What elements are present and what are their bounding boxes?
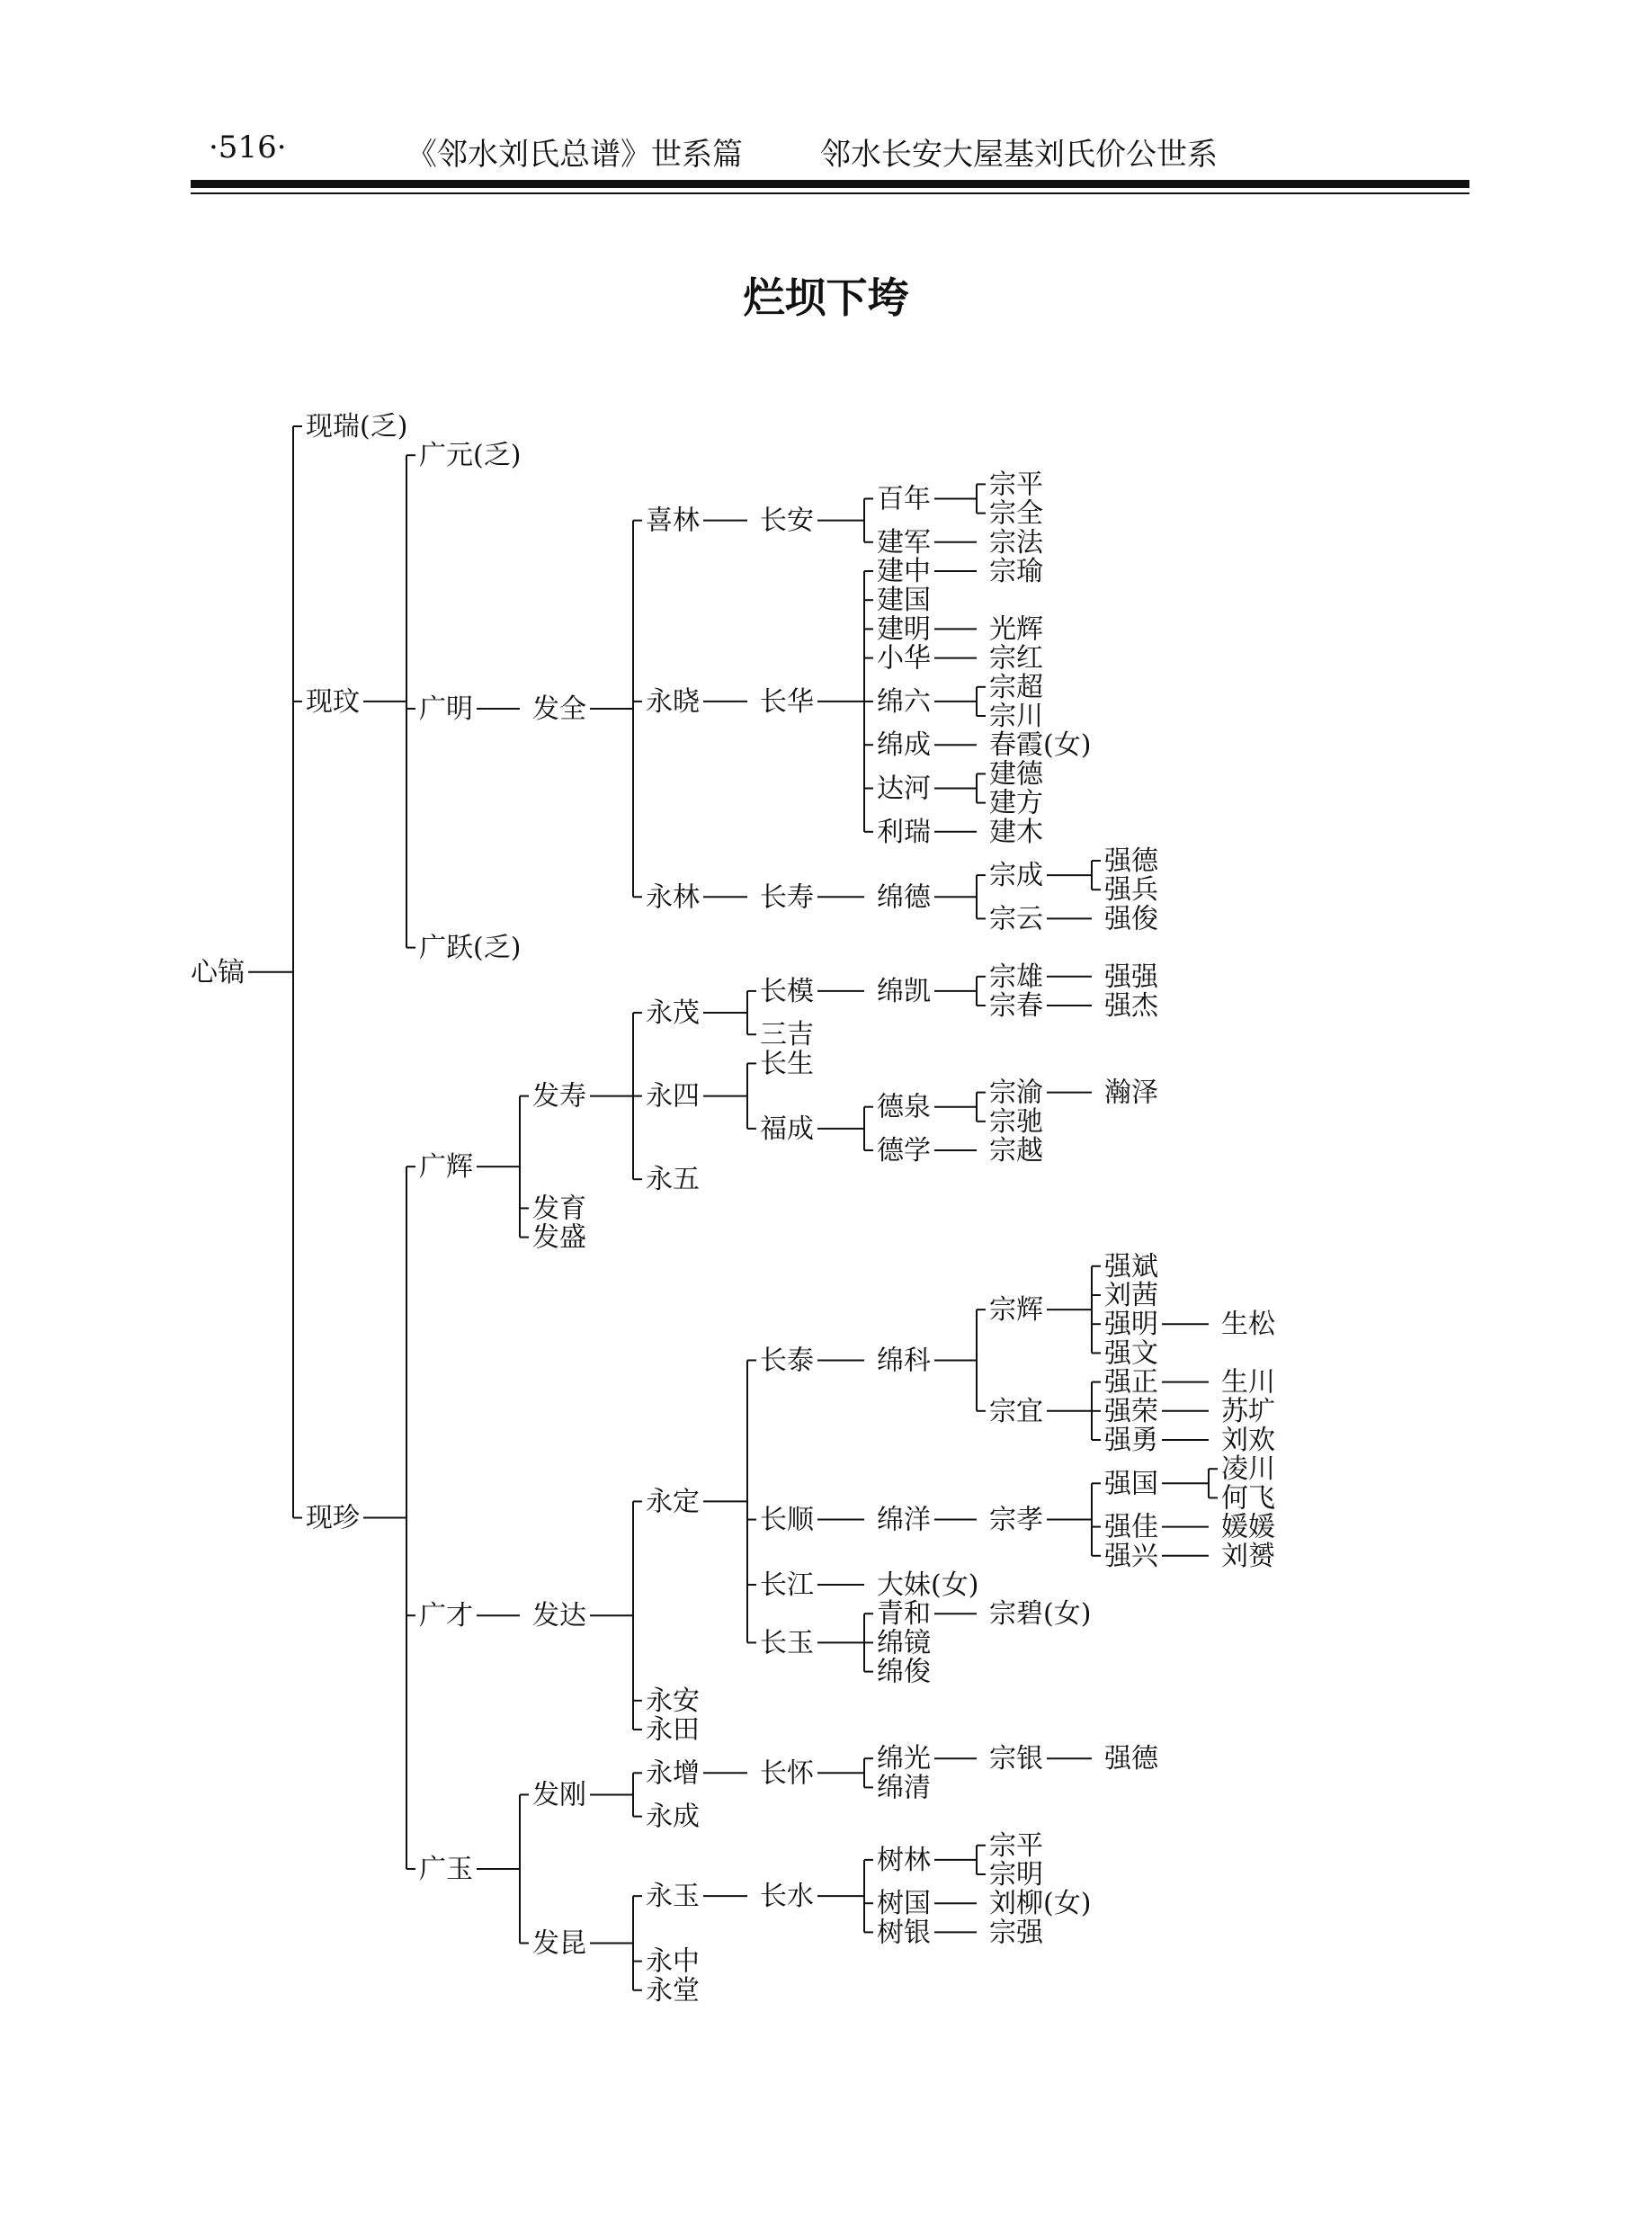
person-name: 心镐: [191, 956, 245, 988]
person-name: 广玉: [419, 1853, 473, 1885]
person-name: 强斌: [1104, 1250, 1158, 1283]
person-name: 宗全: [989, 497, 1043, 530]
person-name: 现玟: [306, 685, 360, 718]
person-name: 宗平: [989, 469, 1043, 501]
person-name: 长生: [760, 1048, 814, 1080]
person-name: 宗超: [989, 671, 1043, 703]
person-name: 强正: [1104, 1366, 1158, 1399]
person-name: 宗红: [989, 642, 1043, 675]
person-name: 发寿: [532, 1080, 586, 1113]
person-name: 长华: [760, 685, 814, 718]
person-name: 广跃(乏): [419, 932, 522, 964]
person-name: 宗渝: [989, 1077, 1043, 1109]
person-name: 大妹(女): [877, 1569, 979, 1601]
person-name: 宗碧(女): [989, 1598, 1092, 1631]
person-name: 宗强: [989, 1917, 1043, 1949]
person-name: 长安: [760, 505, 814, 537]
person-name: 强兵: [1104, 874, 1158, 907]
person-name: 瀚泽: [1104, 1077, 1158, 1109]
person-name: 生川: [1221, 1366, 1275, 1399]
person-name: 建军: [877, 526, 931, 559]
person-name: 宗辉: [989, 1294, 1043, 1327]
person-name: 永四: [646, 1080, 700, 1113]
person-name: 强荣: [1104, 1395, 1158, 1427]
person-name: 长泰: [760, 1345, 814, 1377]
person-name: 绵俊: [877, 1656, 931, 1688]
person-name: 光辉: [989, 613, 1043, 646]
person-name: 永成: [646, 1801, 700, 1833]
person-name: 发刚: [532, 1779, 586, 1811]
page-number: ·516·: [209, 130, 287, 165]
person-name: 宗宜: [989, 1395, 1043, 1427]
person-name: 强俊: [1104, 903, 1158, 935]
person-name: 绵六: [877, 685, 931, 718]
person-name: 宗法: [989, 526, 1043, 559]
person-name: 现珍: [306, 1502, 360, 1534]
person-name: 凌川: [1221, 1453, 1275, 1486]
person-name: 永林: [646, 881, 700, 914]
person-name: 生松: [1221, 1309, 1275, 1341]
person-name: 永晓: [646, 685, 700, 718]
person-name: 利瑞: [877, 816, 931, 848]
person-name: 绵科: [877, 1345, 931, 1377]
person-name: 刘欢: [1221, 1425, 1275, 1456]
person-name: 宗明: [989, 1859, 1043, 1891]
person-name: 永玉: [646, 1881, 700, 1913]
person-name: 宗越: [989, 1135, 1043, 1167]
person-name: 长顺: [760, 1504, 814, 1536]
person-name: 绵凯: [877, 975, 931, 1007]
person-name: 刘赟: [1221, 1540, 1275, 1572]
person-name: 建方: [989, 787, 1043, 819]
person-name: 长模: [760, 975, 814, 1007]
person-name: 树国: [877, 1888, 931, 1920]
person-name: 长水: [760, 1881, 814, 1913]
person-name: 宗春: [989, 990, 1043, 1022]
section-title: 邻水长安大屋基刘氏价公世系: [820, 137, 1218, 173]
person-name: 何飞: [1221, 1482, 1275, 1515]
person-name: 发昆: [532, 1927, 586, 1960]
person-name: 宗平: [989, 1829, 1043, 1862]
person-name: 宗雄: [989, 961, 1043, 993]
person-name: 广辉: [419, 1151, 473, 1184]
person-name: 永定: [646, 1486, 700, 1518]
person-name: 宗孝: [989, 1504, 1043, 1536]
person-name: 绵洋: [877, 1504, 931, 1536]
person-name: 永增: [646, 1757, 700, 1790]
person-name: 树林: [877, 1844, 931, 1876]
person-name: 宗银: [989, 1743, 1043, 1775]
person-name: 强兴: [1104, 1540, 1158, 1572]
person-name: 发育: [532, 1193, 586, 1225]
person-name: 强德: [1104, 1743, 1158, 1775]
person-name: 永五: [646, 1164, 700, 1196]
person-name: 广元(乏): [419, 440, 522, 472]
person-name: 宗驰: [989, 1105, 1043, 1138]
page-title: 烂坝下垮: [743, 273, 909, 322]
person-name: 强佳: [1104, 1511, 1158, 1543]
person-name: 春霞(女): [989, 729, 1092, 762]
person-name: 建明: [877, 613, 931, 646]
person-name: 达河: [877, 773, 931, 805]
person-name: 建德: [989, 758, 1043, 791]
person-name: 苏圹: [1221, 1395, 1275, 1427]
person-name: 建中: [877, 556, 931, 587]
person-name: 绵成: [877, 729, 931, 762]
person-name: 永堂: [646, 1974, 700, 2007]
person-name: 喜林: [646, 505, 700, 537]
person-name: 永田: [646, 1714, 700, 1746]
person-name: 永安: [646, 1685, 700, 1717]
person-name: 发全: [532, 693, 586, 725]
person-name: 福成: [760, 1113, 814, 1145]
person-name: 德泉: [877, 1091, 931, 1123]
person-name: 广明: [419, 693, 473, 725]
person-name: 永茂: [646, 997, 700, 1030]
person-name: 发盛: [532, 1221, 586, 1254]
person-name: 绵清: [877, 1772, 931, 1804]
book-title: 《邻水刘氏总谱》世系篇: [406, 137, 743, 173]
person-name: 青和: [877, 1598, 931, 1631]
person-name: 绵光: [877, 1743, 931, 1775]
person-name: 宗瑜: [989, 556, 1043, 587]
person-name: 长江: [760, 1569, 814, 1601]
person-name: 刘茜: [1104, 1280, 1158, 1311]
person-name: 树银: [877, 1917, 931, 1949]
person-name: 现瑞(乏): [306, 411, 408, 443]
person-name: 刘柳(女): [989, 1888, 1092, 1920]
person-name: 小华: [877, 642, 931, 675]
person-name: 宗川: [989, 701, 1043, 732]
person-name: 百年: [877, 483, 931, 515]
person-name: 强国: [1104, 1468, 1158, 1500]
person-name: 建木: [989, 816, 1043, 848]
person-name: 强杰: [1104, 990, 1158, 1022]
person-name: 德学: [877, 1135, 931, 1167]
person-name: 宗成: [989, 860, 1043, 892]
person-name: 三吉: [760, 1019, 814, 1051]
person-name: 建国: [877, 585, 931, 617]
person-name: 广才: [419, 1600, 473, 1632]
person-name: 强文: [1104, 1337, 1158, 1370]
person-name: 强勇: [1104, 1425, 1158, 1456]
person-name: 绵德: [877, 881, 931, 914]
person-name: 绵镜: [877, 1627, 931, 1659]
person-name: 强强: [1104, 961, 1158, 993]
person-name: 强明: [1104, 1309, 1158, 1341]
person-name: 长怀: [760, 1757, 814, 1790]
person-name: 强德: [1104, 845, 1158, 877]
person-name: 宗云: [989, 903, 1043, 935]
person-name: 发达: [532, 1600, 586, 1632]
person-name: 长寿: [760, 881, 814, 914]
person-name: 永中: [646, 1945, 700, 1978]
person-name: 长玉: [760, 1627, 814, 1659]
person-name: 媛媛: [1221, 1511, 1275, 1543]
